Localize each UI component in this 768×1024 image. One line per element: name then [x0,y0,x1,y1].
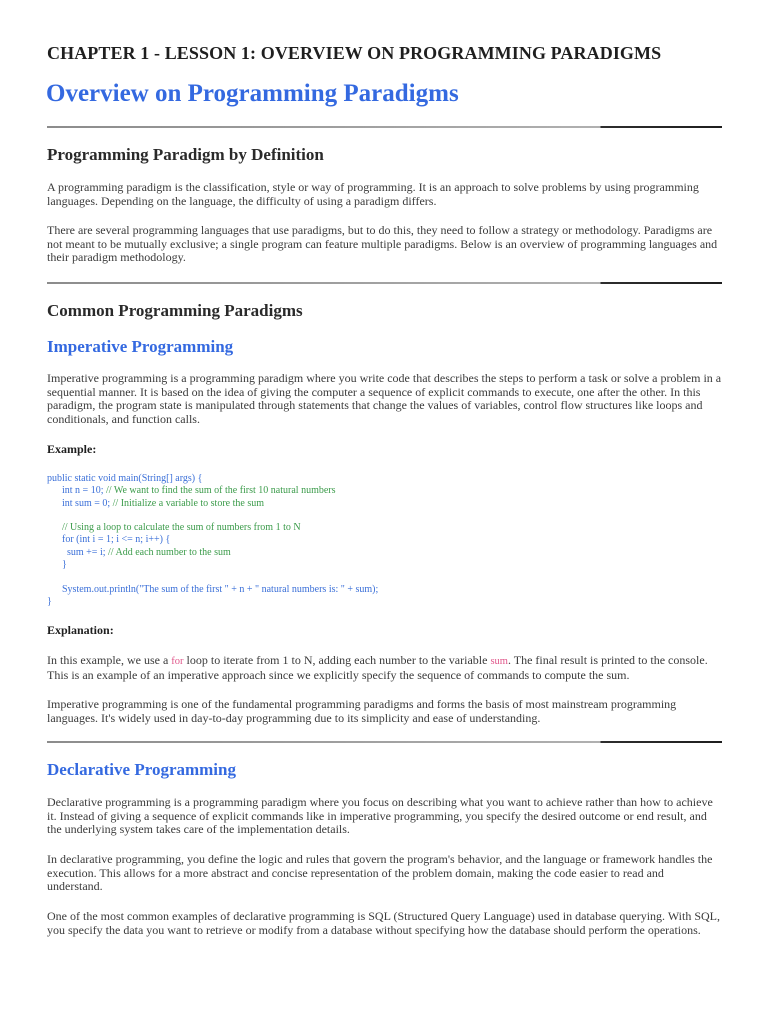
explanation-paragraph [47,654,722,682]
definition-heading: Programming Paradigm by Definition [47,145,324,164]
declarative-heading: Declarative Programming [47,760,236,779]
code-line: public static void main(String[] args) { [47,473,203,484]
explanation-text: loop to iterate from 1 to N, adding each number to the variable [183,653,491,667]
section-divider [47,126,722,128]
section-divider [47,282,722,284]
code-comment: // Using a loop to calculate the sum of numbers from 1 to N [47,522,301,534]
declarative-paragraph-3: One of the most common examples of declarative programming is SQL (Structured Query Language) used in database querying. With SQL, you specify the data you want to retrieve or modify from a database without specifying how the database should perform the operations. [47,909,721,937]
imperative-paragraph-2: Imperative programming is one of the fundamental programming paradigms and forms the basis of most mainstream programming languages. It's widely used in day-to-day programming due to its simplicity and ease of understanding. [47,697,677,725]
declarative-paragraph-1: Declarative programming is a programming paradigm where you focus on describing what you want to achieve rather than how to achieve it. Instead of giving a sequence of explicit commands like in imperative programming, you specify the desired outcome or end result, and the underlying system takes care of the implementation details. [47,795,713,836]
inline-code-for: for [171,656,184,667]
code-line: } [47,595,52,607]
code-comment: // Add each number to the sum [108,546,231,558]
declarative-paragraph-2: In declarative programming, you define the logic and rules that govern the program's behavior, and the language or framework handles the execution. This allows for a more abstract and concise representation of the problem domain, making the code easier to read and understand. [47,852,713,893]
example-label: Example: [47,442,97,456]
code-comment: // We want to find the sum of the first 10 natural numbers [105,485,336,497]
code-line: int sum = 0; [47,497,113,509]
code-line: sum += i; [47,546,109,558]
explanation-text: . The final result is printed to the console. This is an example of an imperative approach since we explicitly specify the sequence of commands to compute the sum. [47,653,708,682]
imperative-paragraph-1: Imperative programming is a programming paradigm where you write code that describes the steps to perform a task or solve a problem in a sequential manner. It is based on the idea of giving the computer a sequence of explicit commands to execute, one after the other. In this paradigm, the program state is manipulated through statements that change the values of variables, control flow structures like loops and conditionals, and function calls. [47,371,722,426]
code-line: System.out.println("The sum of the first " + n + " natural numbers is: " + sum); [47,583,379,595]
common-paradigms-heading: Common Programming Paradigms [47,301,303,320]
code-line: } [47,559,67,571]
code-block [47,473,722,608]
code-line: for (int i = 1; i <= n; i++) { [47,534,171,546]
inline-code-sum: sum [490,656,508,667]
section-divider [47,741,722,743]
code-comment: // Initialize a variable to store the sum [112,497,264,509]
explanation-label: Explanation: [47,623,114,637]
chapter-heading: CHAPTER 1 - LESSON 1: OVERVIEW ON PROGRAMMING PARADIGMS [47,43,662,63]
imperative-heading: Imperative Programming [47,337,234,356]
definition-paragraph-2: There are several programming languages that use paradigms, but to do this, they need to follow a strategy or methodology. Paradigms are not meant to be mutually exclusive; a single program can feature multiple paradigms. Below is an overview of programming languages and their paradigm methodology. [47,223,718,264]
code-line: int n = 10; [47,485,106,497]
definition-paragraph-1: A programming paradigm is the classification, style or way of programming. It is an approach to solve problems by using programming languages. Depending on the language, the difficulty of using a paradigm differs. [47,180,699,208]
page-title: Overview on Programming Paradigms [46,80,459,107]
explanation-text: In this example, we use a [47,653,172,667]
